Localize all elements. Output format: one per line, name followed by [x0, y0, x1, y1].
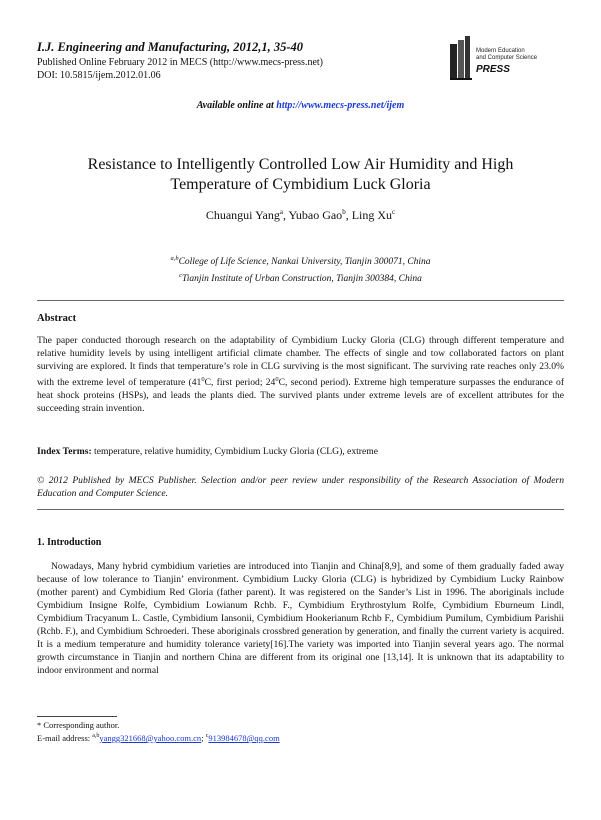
book-stack-icon	[446, 30, 566, 82]
divider-top	[37, 300, 564, 301]
introduction-text: Nowadays, Many hybrid cymbidium varieties are introduced into Tianjin and China[8,9], and some of them gradually faded away because of low tolerance to Tianjin’ environment. Cymbidium Lucky Gloria (CLG) is hybridized by Cymbidium Lucky Rainbow (mother parent) and Cymbidium Red Gloria (father parent). It was registered on the Sander’s List in 1996. The aboriginals include Cymbidium Insigne Rolfe, Cymbidium Lowianum Rchb. F., Cymbidium Erythrostylum Rolfe, Cymbidium Eburneum Lindl, Cymbidium Tracyanum L. Castle, Cymbidium Iansonii, Cymbidium Hookerianum Rchb F., Cymbidium Pumilum, Cymbidium Parishii (Rchb. F.), and Cymbidium Schroederi. These aboriginals crossbred generation by generation, and finally the current variety is acquired. It is a medium temperature and humidity tolerance variety[16].The variety was imported into Tianjin several years ago. The normal growth circumstance in Tianjin and northern China are different from its original one [13,14]. It is unknown that its adaptability to indoor environment and normal	[37, 561, 564, 676]
footnote	[37, 720, 280, 744]
journal-volume: , 2012,1, 35-40	[226, 40, 304, 54]
author-2: Yubao Gao	[288, 208, 343, 222]
author-1: Chuangui Yang	[205, 208, 280, 222]
affiliation-1: $^{a,b}$College of Life Science, Nankai University, Tianjin 300071, China	[170, 255, 431, 268]
email-link-1[interactable]: yangg321668@yahoo.com.cn	[99, 732, 202, 743]
corresponding-author: * Corresponding author.	[37, 720, 120, 730]
index-terms: Index Terms: temperature, relative humidity, Cymbidium Lucky Gloria (CLG), extreme	[37, 446, 378, 457]
logo-line1: Modern Education	[476, 48, 525, 54]
journal-name: I.J. Engineering and Manufacturing, 2012,1, 35-40	[37, 40, 304, 54]
abstract-text: The paper conducted thorough research on the adaptability of Cymbidium Lucky Gloria (CLG) through different temperature and relative humidity levels by using intelligent artificial climate chamber. The effects of single and tow collaborated factors on plant surviving are explored. It finds that temperature’s role in CLG surviving is the most significant. The surviving rate reaches only 23.0% with the extreme level of temperature ($41^0C$, first period; $24^0C$, second period). Extreme high temperature surpasses the endurance of heat shock proteins (HSPs), and leads the plants died. The survived plants under extreme levels are of excellent attributes for the succeeding strain invention.	[37, 335, 565, 415]
affiliation-2: $^c$Tianjin Institute of Urban Construction, Tianjin 300384, China	[179, 272, 422, 285]
affiliations	[0, 252, 601, 286]
introduction-heading: 1. Introduction	[37, 537, 102, 548]
available-online: Available online at http://www.mecs-press.net/ijem	[196, 100, 405, 111]
paper-title: Resistance to Intelligently Controlled Low Air Humidity and High Temperature of Cymbidium Luck Gloria	[87, 156, 514, 193]
abstract-heading: Abstract	[37, 313, 77, 324]
logo-press: PRESS	[476, 64, 510, 75]
author-list: Chuangui Yang$^a$, Yubao Gao$^b$, Ling Xu$^c$	[205, 208, 396, 222]
email-link-2[interactable]: 913984678@qq.com	[208, 732, 280, 743]
copyright-notice: © 2012 Published by MECS Publisher. Selection and/or peer review under responsibility of the Research Association of Modern Education and Computer Science.	[37, 475, 564, 499]
publisher-logo	[446, 30, 566, 82]
author-3: Ling Xu	[351, 208, 393, 222]
footnote-rule	[37, 716, 117, 717]
doi: DOI: 10.5815/ijem.2012.01.06	[37, 70, 161, 81]
divider-bottom	[37, 509, 564, 510]
email-line: E-mail address: $^{a,b}$yangg321668@yahoo.com.cn; $^c$913984678@qq.com	[37, 732, 280, 743]
published-online: Published Online February 2012 in MECS (http://www.mecs-press.net)	[37, 57, 323, 68]
publication-info	[37, 56, 323, 82]
journal-url-link[interactable]: http://www.mecs-press.net/ijem	[276, 100, 405, 111]
logo-line2: and Computer Science	[476, 55, 538, 61]
